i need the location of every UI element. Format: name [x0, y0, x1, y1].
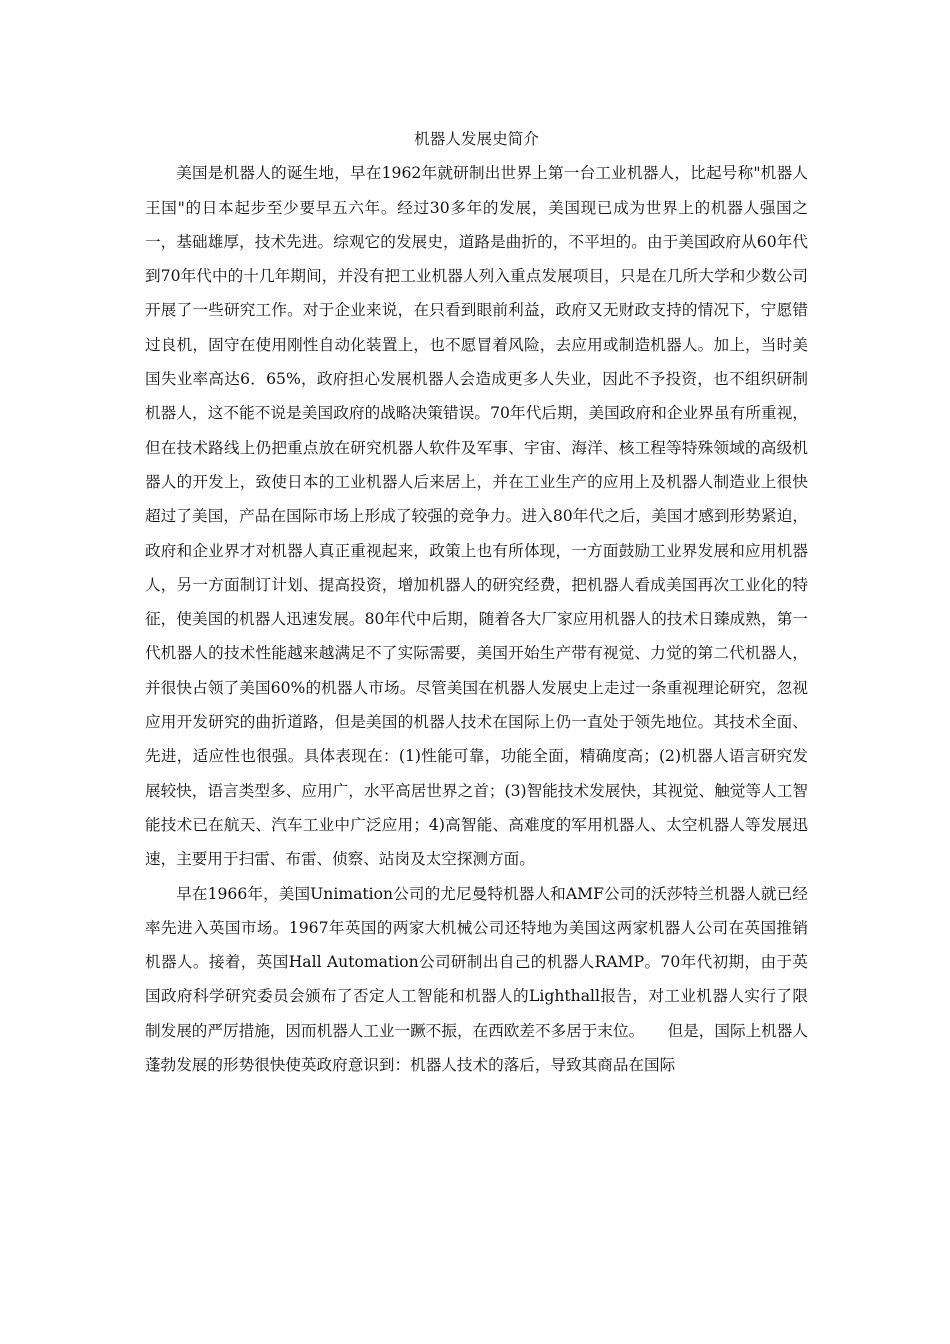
- document-title: 机器人发展史简介: [414, 130, 539, 148]
- paragraph-us-robotics: 美国是机器人的诞生地，早在1962年就研制出世界上第一台工业机器人，比起号称"机器人王国"的日本起步至少要早五六年。经过30多年的发展，美国现已成为世界上的机器人强国之一，基础雄厚，技术先进。综观它的发展史，道路是曲折的，不平坦的。由于美国政府从60年代到70年代中的十几年期间，并没有把工业机器人列入重点发展项目，只是在几所大学和少数公司开展了一些研究工作。对于企业来说，在只看到眼前利益，政府又无财政支持的情况下，宁愿错过良机，固守在使用刚性自动化装置上，也不愿冒着风险，去应用或制造机器人。加上，当时美国失业率高达6．65%，政府担心发展机器人会造成更多人失业，因此不予投资，也不组织研制机器人，这不能不说是美国政府的战略决策错误。70年代后期，美国政府和企业界虽有所重视，但在技术路线上仍把重点放在研究机器人软件及军事、宇宙、海洋、核工程等特殊领域的高级机器人的开发上，致使日本的工业机器人后来居上，并在工业生产的应用上及机器人制造业上很快超过了美国，产品在国际市场上形成了较强的竞争力。进入80年代之后，美国才感到形势紧迫，政府和企业界才对机器人真正重视起来，政策上也有所体现，一方面鼓励工业界发展和应用机器人，另一方面制订计划、提高投资，增加机器人的研究经费，把机器人看成美国再次工业化的特征，使美国的机器人迅速发展。80年代中后期，随着各大厂家应用机器人的技术日臻成熟，第一代机器人的技术性能越来越满足不了实际需要，美国开始生产带有视觉、力觉的第二代机器人，并很快占领了美国60%的机器人市场。尽管美国在机器人发展史上走过一条重视理论研究，忽视应用开发研究的曲折道路，但是美国的机器人技术在国际上仍一直处于领先地位。其技术全面、先进，适应性也很强。具体表现在：(1)性能可靠，功能全面，精确度高；(2)机器人语言研究发展较快，语言类型多、应用广，水平高居世界之首；(3)智能技术发展快，其视觉、触觉等人工智能技术已在航天、汽车工业中广泛应用；4)高智能、高难度的军用机器人、太空机器人等发展迅速，主要用于扫雷、布雷、侦察、站岗及太空探测方面。: [145, 164, 808, 869]
- paragraph-uk-robotics: 早在1966年，美国Unimation公司的尤尼曼特机器人和AMF公司的沃莎特兰机器人就已经率先进入英国市场。1967年英国的两家大机械公司还特地为美国这两家机器人公司在英国推销机器人。接着，英国Hall Automation公司研制出自己的机器人RAMP。70年代初期，由于英国政府科学研究委员会颁布了否定人工智能和机器人的Lighthall报告，对工业机器人实行了限制发展的严厉措施，因而机器人工业一蹶不振，在西欧差不多居于末位。 但是，国际上机器人蓬勃发展的形势很快使英政府意识到：机器人技术的落后，导致其商品在国际: [145, 884, 808, 1075]
- document-body: [145, 122, 808, 1082]
